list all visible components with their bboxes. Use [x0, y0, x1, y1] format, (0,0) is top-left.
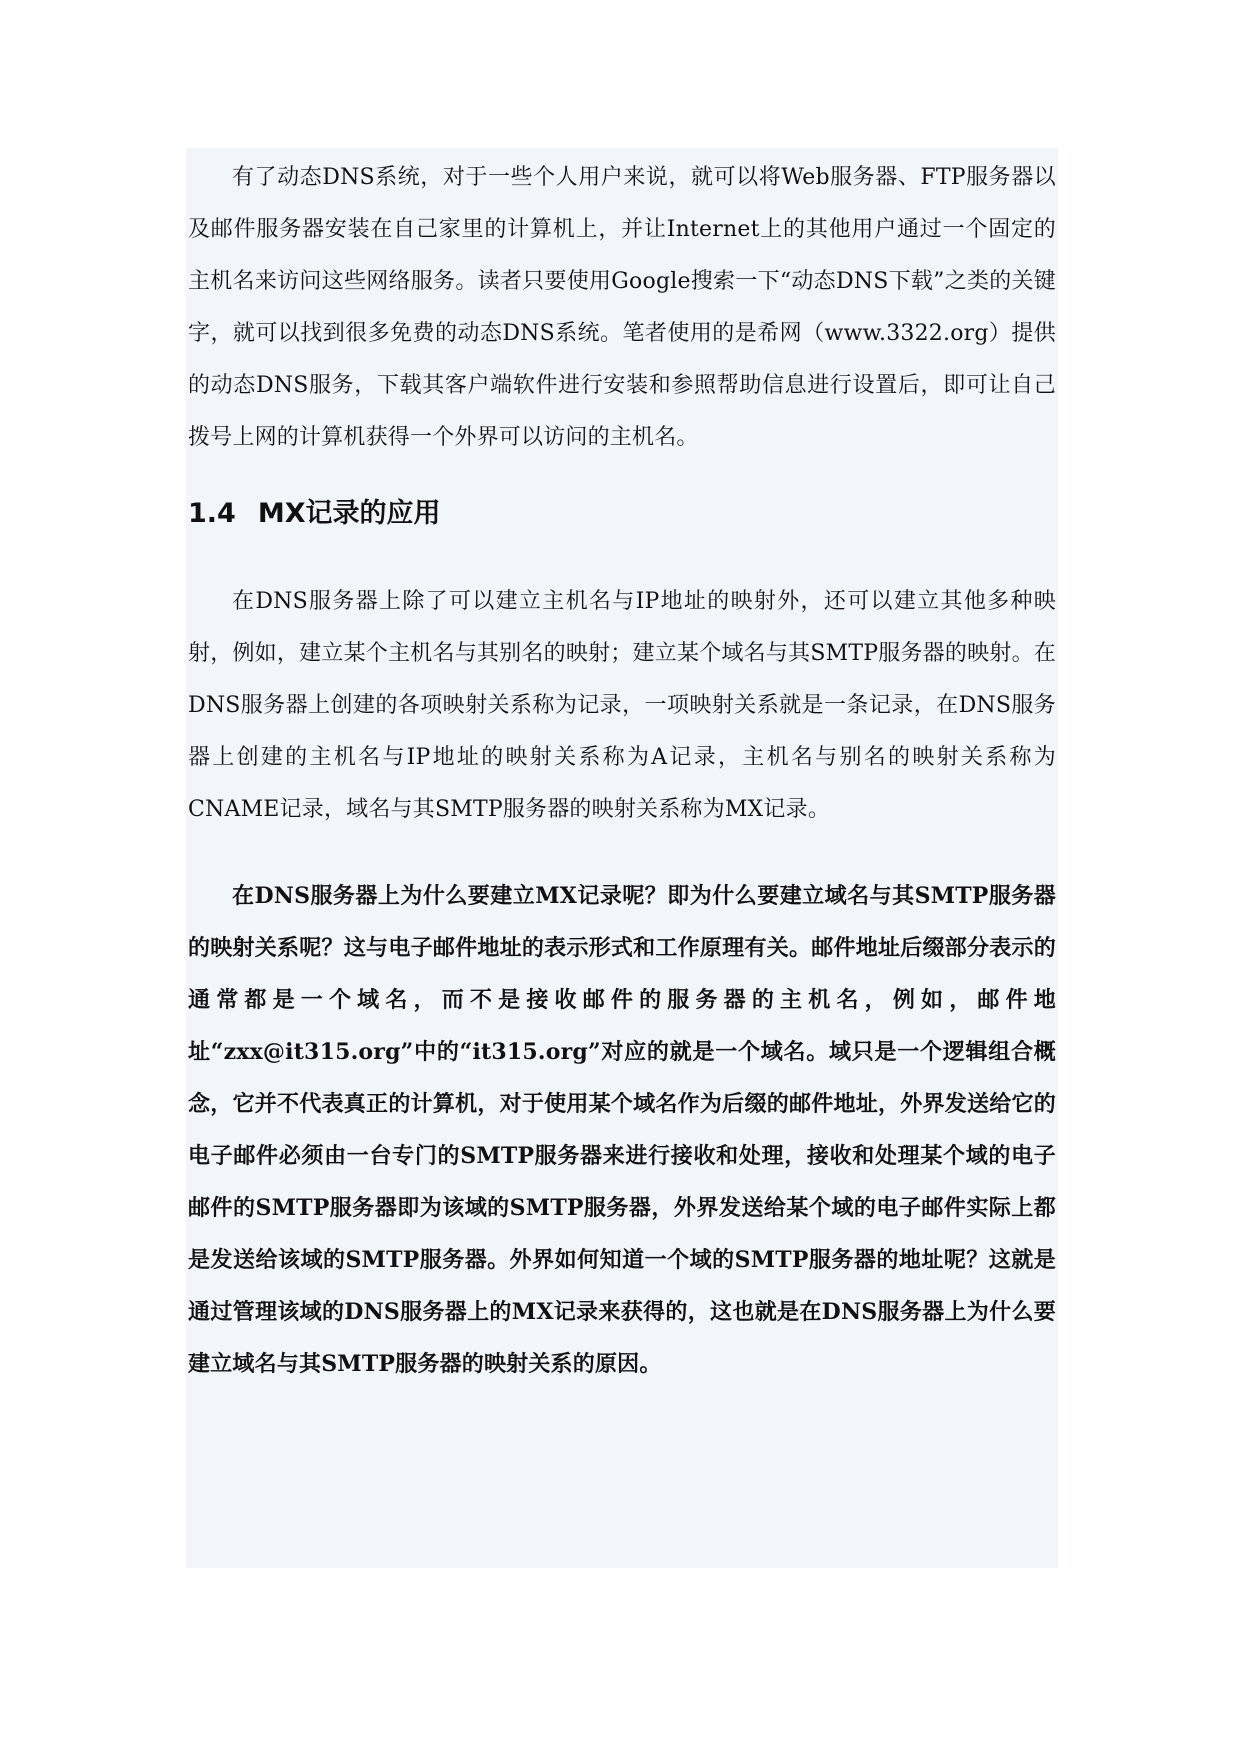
section-heading — [188, 488, 1056, 540]
document-body — [188, 152, 1056, 1390]
mx-intro-paragraph: 在DNS服务器上除了可以建立主机名与IP地址的映射外，还可以建立其他多种映射，例如，建立某个主机名与其别名的映射；建立某个域名与其SMTP服务器的映射。在DNS服务器上创建的各项映射关系称为记录，一项映射关系就是一条记录，在DNS服务器上创建的主机名与IP地址的映射关系称为A记录，主机名与别名的映射关系称为CNAME记录，域名与其SMTP服务器的映射关系称为MX记录。 — [188, 589, 1056, 822]
section-title: MX记录的应用 — [257, 498, 441, 529]
dynamic-dns-paragraph: 有了动态DNS系统，对于一些个人用户来说，就可以将Web服务器、FTP服务器以及邮件服务器安装在自己家里的计算机上，并让Internet上的其他用户通过一个固定的主机名来访问这些网络服务。读者只要使用Google搜索一下“动态DNS下载”之类的关键字，就可以找到很多免费的动态DNS系统。笔者使用的是希网（www.3322.org）提供的动态DNS服务，下载其客户端软件进行安装和参照帮助信息进行设置后，即可让自己拨号上网的计算机获得一个外界可以访问的主机名。 — [188, 165, 1056, 450]
mx-reason-paragraph: 在DNS服务器上为什么要建立MX记录呢？即为什么要建立域名与其SMTP服务器的映射关系呢？这与电子邮件地址的表示形式和工作原理有关。邮件地址后缀部分表示的通常都是一个域名，而不是接收邮件的服务器的主机名，例如，邮件地址“zxx@it315.org”中的“it315.org”对应的就是一个域名。域只是一个逻辑组合概念，它并不代表真正的计算机，对于使用某个域名作为后缀的邮件地址，外界发送给它的电子邮件必须由一台专门的SMTP服务器来进行接收和处理，接收和处理某个域的电子邮件的SMTP服务器即为该域的SMTP服务器，外界发送给某个域的电子邮件实际上都是发送给该域的SMTP服务器。外界如何知道一个域的SMTP服务器的地址呢？这就是通过管理该域的DNS服务器上的MX记录来获得的，这也就是在DNS服务器上为什么要建立域名与其SMTP服务器的映射关系的原因。 — [188, 883, 1056, 1377]
section-number: 1.4 — [188, 498, 236, 529]
